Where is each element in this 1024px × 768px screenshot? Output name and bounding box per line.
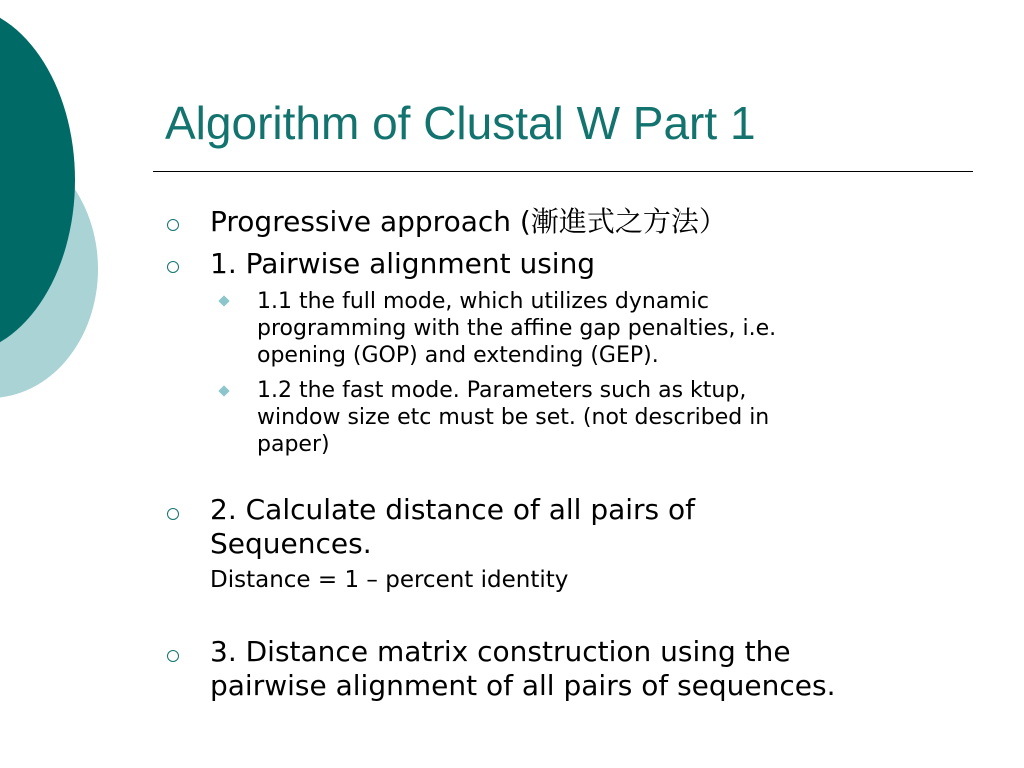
sub-item-full-mode-line-1: 1.1 the full mode, which utilizes dynamic [257, 289, 709, 314]
bullet-item-distance-line-2: Sequences. [210, 527, 372, 560]
sub-item-fast-mode-line-1: 1.2 the fast mode. Parameters such as ktup, [257, 378, 747, 403]
sub-item-full-mode-line-2: programming with the affine gap penalties, i.e. [257, 316, 777, 341]
bullet-icon [167, 508, 179, 520]
bullet-item-pairwise: 1. Pairwise alignment using [210, 247, 596, 280]
bullet-icon [167, 219, 179, 231]
diamond-bullet-icon [218, 385, 229, 396]
diamond-bullet-icon [218, 295, 229, 306]
bullet-item-matrix-line-2: pairwise alignment of all pairs of sequences. [210, 669, 836, 702]
bullet-item-progressive: Progressive approach (漸進式之方法） [210, 205, 727, 238]
slide-title: Algorithm of Clustal W Part 1 [165, 97, 756, 149]
bullet-item-matrix-line-1: 3. Distance matrix construction using the [210, 635, 791, 668]
title-divider [153, 171, 973, 172]
bullet-item-distance-line-1: 2. Calculate distance of all pairs of [210, 493, 696, 526]
bullet-icon [167, 650, 179, 662]
sub-item-fast-mode-line-3: paper) [257, 432, 330, 457]
bullet-icon [167, 261, 179, 273]
sub-item-fast-mode-line-2: window size etc must be set. (not described in [257, 405, 770, 430]
sub-item-full-mode-line-3: opening (GOP) and extending (GEP). [257, 343, 659, 368]
distance-formula-note: Distance = 1 – percent identity [210, 567, 569, 593]
